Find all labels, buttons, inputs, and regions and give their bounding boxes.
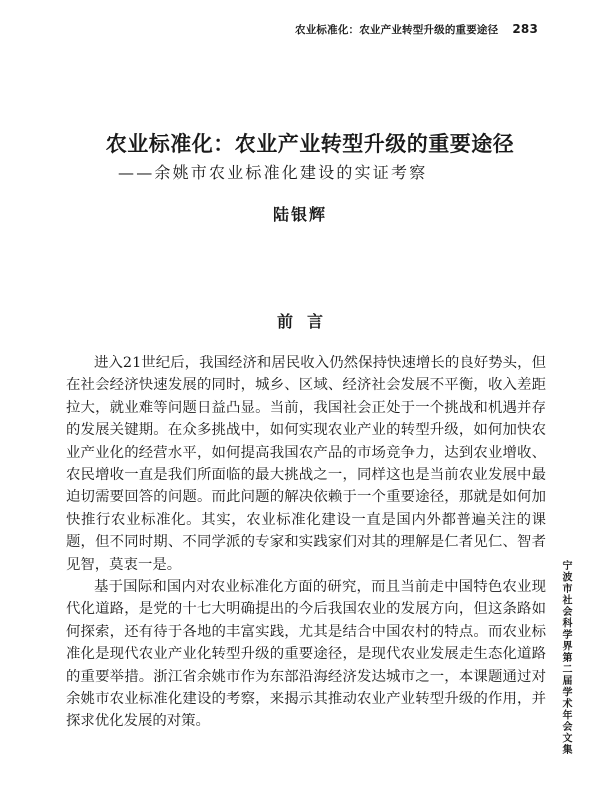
page-number: 283 xyxy=(512,22,538,36)
section-heading: 前言 xyxy=(276,312,337,331)
running-head-title: 农业标准化：农业产业转型升级的重要途径 xyxy=(295,24,499,36)
vertical-side-note: 宁波市社会科学界第二届学术年会文集 xyxy=(560,560,571,756)
body-paragraph-1: 进入21世纪后，我国经济和居民收入仍然保持快速增长的良好势头，但在社会经济快速发展的同时，城乡、区域、经济社会发展不平衡，收入差距拉大，就业难等问题日益凸显。当前，我国社会正处于一个挑战和机遇并存的发展关键期。在众多挑战中，如何实现农业产业的转型升级，如何加快农业产业化的经营水平，如何提高我国农产品的市场竞争力，达到农业增收、农民增收一直是我们所面临的最大挑战之一，同样这也是当前农业发展中最迫切需要回答的问题。而此问题的解决依赖于一个重要途径，那就是如何加快推行农业标准化。其实，农业标准化建设一直是国内外都普遍关注的课题，但不同时期、不同学派的专家和实践家们对其的理解是仁者见仁、智者见智，莫衷一是。 xyxy=(66,355,546,573)
article-title: 农业标准化：农业产业转型升级的重要途径 xyxy=(105,131,515,156)
running-head xyxy=(295,22,538,37)
body-paragraph-2: 基于国际和国内对农业标准化方面的研究，而且当前走中国特色农业现代化道路，是党的十七大明确提出的今后我国农业的发展方向，但这条路如何探索，还有待于各地的丰富实践，尤其是结合中国农村的特点。而农业标准化是现代农业产业化转型升级的重要途径，是现代农业发展走生态化道路的重要举措。浙江省余姚市作为东部沿海经济发达城市之一，本课题通过对余姚市农业标准化建设的考察，来揭示其推动农业产业转型升级的作用，并探求优化发展的对策。 xyxy=(66,579,546,730)
article-author: 陆银辉 xyxy=(272,205,327,224)
article-subtitle: ——余姚市农业标准化建设的实证考察 xyxy=(118,163,428,182)
